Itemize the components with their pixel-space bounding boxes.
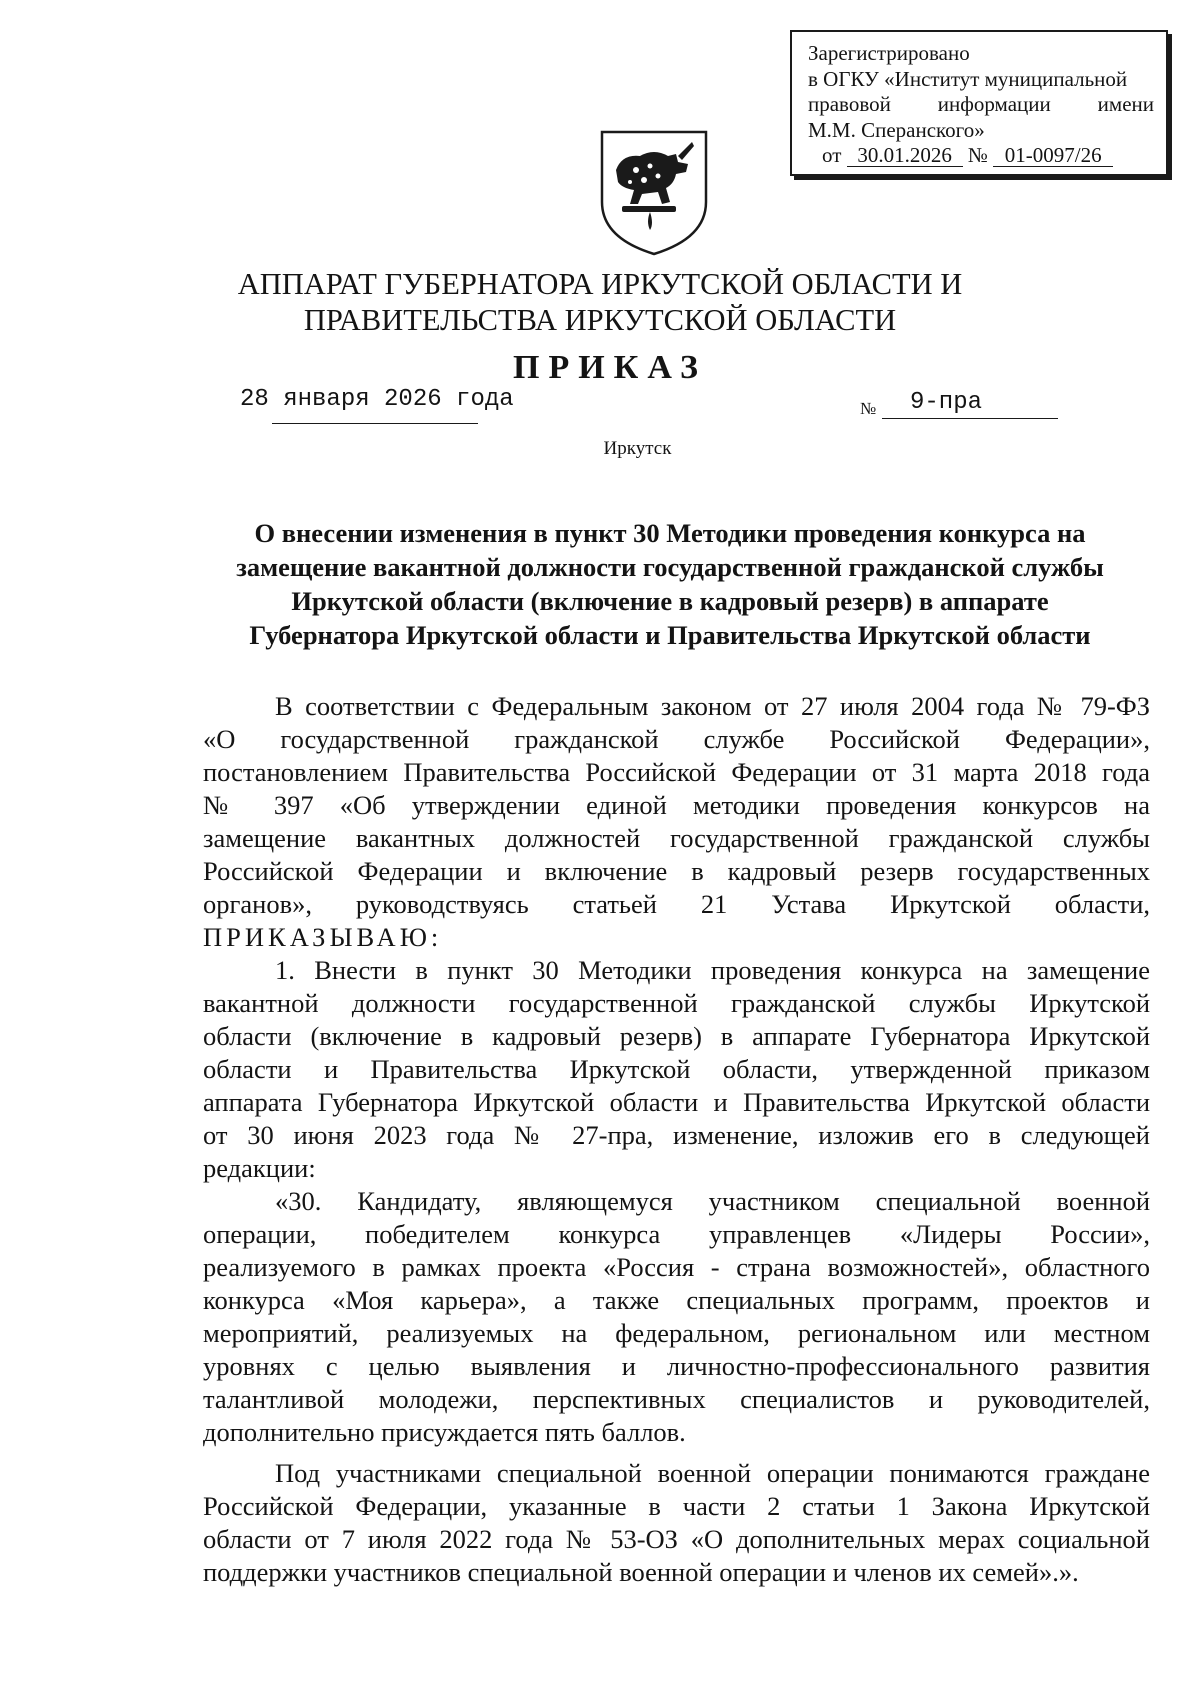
document-city: Иркутск xyxy=(603,438,672,459)
body-line: конкурса «Моя карьера», а также специальных программ, проектов и xyxy=(203,1285,1150,1315)
number-underline xyxy=(882,418,1058,419)
body-line: «30. Кандидату, являющемуся участником специальной военной xyxy=(275,1186,1150,1216)
stamp-line-1: Зарегистрировано xyxy=(808,41,970,65)
document-body xyxy=(203,690,1150,1589)
document-type-heading: ПРИКАЗ xyxy=(513,349,707,386)
number-sign: № xyxy=(860,399,877,418)
title-line-1: О внесении изменения в пункт 30 Методики проведения конкурса на xyxy=(254,518,1086,548)
coat-of-arms-icon xyxy=(596,126,712,258)
body-line: № 397 «Об утверждении единой методики проведения конкурсов на xyxy=(203,790,1150,820)
title-line-2: замещение вакантной должности государственной гражданской службы xyxy=(236,552,1104,582)
body-line: Российской Федерации и включение в кадровый резерв государственных xyxy=(203,856,1150,886)
stamp-line-2: в ОГКУ «Институт муниципальной xyxy=(808,66,1128,91)
body-line: дополнительно присуждается пять баллов. xyxy=(203,1417,686,1447)
body-line: постановлением Правительства Российской Федерации от 31 марта 2018 года xyxy=(203,757,1150,787)
body-line: уровнях с целью выявления и личностно-профессионального развития xyxy=(203,1351,1150,1381)
title-line-4: Губернатора Иркутской области и Правительства Иркутской области xyxy=(249,620,1091,650)
registration-stamp xyxy=(790,30,1168,176)
stamp-registration-date: 30.01.2026 xyxy=(847,144,963,167)
body-line: В соответствии с Федеральным законом от 27 июля 2004 года № 79-ФЗ xyxy=(275,691,1150,721)
order-word: ПРИКАЗЫВАЮ: xyxy=(203,922,443,952)
body-line: редакции: xyxy=(203,1153,316,1183)
date-underline xyxy=(272,423,478,424)
body-line: мероприятий, реализуемых на федеральном, региональном или местном xyxy=(203,1318,1150,1348)
stamp-registration-number: 01-0097/26 xyxy=(993,144,1113,167)
body-line: области (включение в кадровый резерв) в аппарате Губернатора Иркутской xyxy=(203,1021,1150,1051)
stamp-number-label: № xyxy=(967,143,988,167)
organization-name-line-2: ПРАВИТЕЛЬСТВА ИРКУТСКОЙ ОБЛАСТИ xyxy=(303,303,897,337)
stamp-line-4: М.М. Сперанского» xyxy=(808,117,985,142)
body-line: аппарата Губернатора Иркутской области и Правительства Иркутской области xyxy=(203,1087,1150,1117)
body-line: 1. Внести в пункт 30 Методики проведения конкурса на замещение xyxy=(275,955,1150,985)
document-title xyxy=(210,516,1130,652)
document-number: 9-пра xyxy=(910,389,983,416)
body-line: замещение вакантных должностей государственной гражданской службы xyxy=(203,823,1150,853)
body-line: реализуемого в рамках проекта «Россия - страна возможностей», областного xyxy=(203,1252,1150,1282)
body-line: Под участниками специальной военной операции понимаются граждане xyxy=(275,1458,1150,1488)
stamp-registration-row xyxy=(808,143,1154,169)
stamp-line-3: правовой информации имени xyxy=(808,92,1154,116)
title-line-3: Иркутской области (включение в кадровый резерв) в аппарате xyxy=(291,586,1049,616)
body-line: операции, победителем конкурса управленцев «Лидеры России», xyxy=(203,1219,1150,1249)
body-line: вакантной должности государственной гражданской службы Иркутской xyxy=(203,988,1150,1018)
body-line: области и Правительства Иркутской области, утвержденной приказом xyxy=(203,1054,1150,1084)
babr-figure xyxy=(616,142,694,230)
body-line: Российской Федерации, указанные в части 2 статьи 1 Закона Иркутской xyxy=(203,1491,1150,1521)
document-date: 28 января 2026 года xyxy=(240,386,514,413)
body-line: поддержки участников специальной военной операции и членов их семей».». xyxy=(203,1557,1079,1587)
body-line: органов», руководствуясь статьей 21 Устава Иркутской области, xyxy=(203,889,1150,919)
organization-name-line-1: АППАРАТ ГУБЕРНАТОРА ИРКУТСКОЙ ОБЛАСТИ И xyxy=(237,267,963,301)
stamp-from-label: от xyxy=(822,143,842,167)
paragraph-gap xyxy=(203,1449,1150,1457)
body-line: от 30 июня 2023 года № 27-пра, изменение, изложив его в следующей xyxy=(203,1120,1150,1150)
body-line: талантливой молодежи, перспективных специалистов и руководителей, xyxy=(203,1384,1150,1414)
body-line: области от 7 июля 2022 года № 53-ОЗ «О дополнительных мерах социальной xyxy=(203,1524,1150,1554)
body-line: «О государственной гражданской службе Российской Федерации», xyxy=(203,724,1150,754)
